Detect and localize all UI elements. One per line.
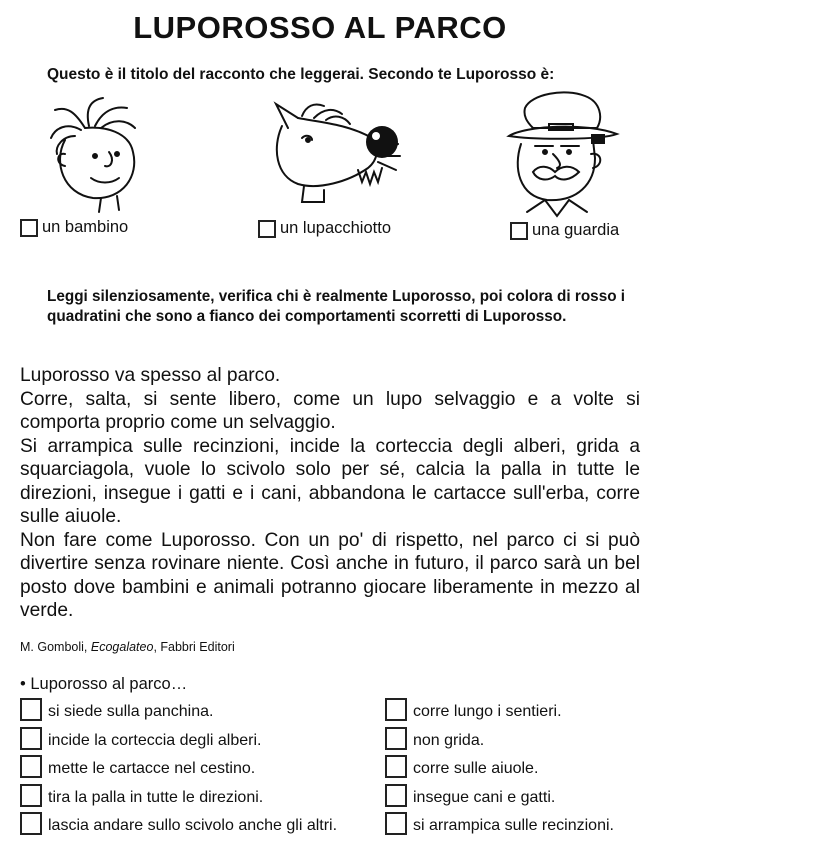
story-paragraph: Si arrampica sulle recinzioni, incide la corteccia degli alberi, grida a squarciagola, vuole lo scivolo solo per sé, calcia la palla in tutte le direzioni, insegue i gatti e i cani, abbandona le cartacce sull'erba, corre sulle aiuole. [20,435,640,527]
citation [20,640,235,654]
exercise-item-label: lascia andare sullo scivolo anche gli altri. [48,817,338,834]
exercise-checkbox[interactable] [20,698,42,721]
exercise-item-label: non grida. [413,732,485,749]
exercise-item-right[interactable] [385,784,555,807]
story-paragraph: Non fare come Luporosso. Con un po' di rispetto, nel parco ci si può divertire senza rovinare niente. Così anche in futuro, il parco sarà un bel posto dove bambini e animali potranno giocare liberamente in mezzo al verde. [20,529,640,621]
exercise-checkbox[interactable] [385,784,407,807]
question-text: Questo è il titolo del racconto che leggerai. Secondo te Luporosso è: [47,66,555,83]
exercise-item-label: incide la corteccia degli alberi. [48,732,262,749]
exercise-item-label: si arrampica sulle recinzioni. [413,817,614,834]
citation-author: M. Gomboli, [20,640,88,654]
exercise-item-left[interactable] [20,812,337,835]
exercise-item-label: corre sulle aiuole. [413,760,539,777]
option-wolf-cub[interactable] [258,219,391,238]
exercise-item-label: corre lungo i sentieri. [413,703,562,720]
checkbox-wolf-cub[interactable] [258,220,276,238]
story-paragraph: Luporosso va spesso al parco. [20,365,281,386]
exercise-checkbox[interactable] [385,812,407,835]
exercise-item-label: si siede sulla panchina. [48,703,214,720]
checkbox-guard[interactable] [510,222,528,240]
exercise-checkbox[interactable] [20,812,42,835]
exercise-intro: • Luporosso al parco… [20,675,188,693]
option-wolf-cub-label: un lupacchiotto [280,219,391,237]
exercise-checkbox[interactable] [385,698,407,721]
exercise-item-left[interactable] [20,727,261,750]
citation-publisher: , Fabbri Editori [153,640,235,654]
exercise-item-label: mette le cartacce nel cestino. [48,760,256,777]
exercise-checkbox[interactable] [385,755,407,778]
story-paragraph: Corre, salta, si sente libero, come un lupo selvaggio e a volte si comporta proprio come un selvaggio. [20,388,640,433]
exercise-checkbox[interactable] [20,784,42,807]
option-guard[interactable] [510,221,619,240]
child-face-icon [45,92,155,217]
exercise-item-right[interactable] [385,727,484,750]
wolf-cub-icon [268,98,418,213]
exercise-item-right[interactable] [385,812,614,835]
exercise-checkbox[interactable] [20,727,42,750]
park-guard-icon [505,88,625,223]
story-text [20,364,640,623]
page-title: LUPOROSSO AL PARCO [133,10,507,45]
exercise-item-label: tira la palla in tutte le direzioni. [48,789,264,806]
exercise-item-right[interactable] [385,755,538,778]
option-child[interactable] [20,218,128,237]
exercise-item-left[interactable] [20,698,213,721]
exercise-item-right[interactable] [385,698,562,721]
option-child-label: un bambino [42,218,129,236]
exercise-item-left[interactable] [20,755,255,778]
option-guard-label: una guardia [532,221,620,239]
exercise-checkbox[interactable] [385,727,407,750]
citation-book: Ecogalateo [90,640,154,654]
exercise-item-label: insegue cani e gatti. [413,789,556,806]
checkbox-child[interactable] [20,219,38,237]
exercise-item-left[interactable] [20,784,263,807]
instructions: Leggi silenziosamente, verifica chi è realmente Luporosso, poi colora di rosso i quadratini che sono a fianco dei comportamenti scorretti di Luporosso. [47,288,626,325]
exercise-checkbox[interactable] [20,755,42,778]
